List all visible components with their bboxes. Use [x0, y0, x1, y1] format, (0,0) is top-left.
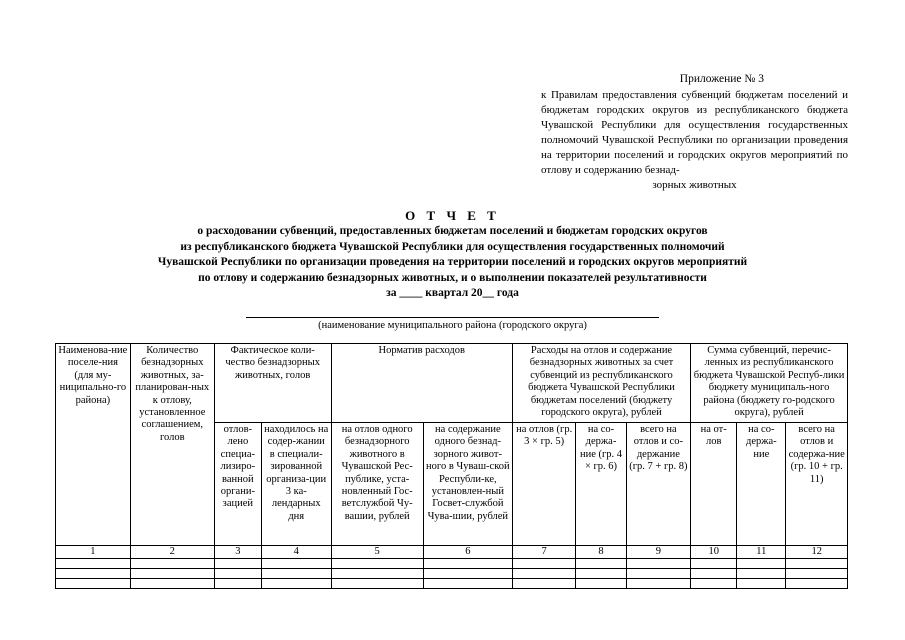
- report-subtitle-line: Чувашской Республики по организации проведения на территории поселений и городских округов мероприятий: [157, 256, 748, 268]
- report-subtitle-line: о расходовании субвенций, предоставленных бюджетам поселений и бюджетам городских округов: [197, 225, 708, 237]
- header-expenses: Расходы на отлов и содержание безнадзорных животных за счет субвенций из республиканского бюджета Чувашской Республики бюджетам поселений (бюджету городского округа), рублей: [512, 344, 690, 423]
- subheader-sub-catch: на от-лов: [691, 423, 737, 546]
- report-subtitle-line: из республиканского бюджета Чувашской Республики для осуществления государственных полномочий: [180, 240, 725, 253]
- subheader-norm-keep: на содержание одного безнад-зорного живот-ного в Чуваш-ской Республи-ке, установлен-ный Госвет-службой Чува-шии, рублей: [423, 423, 512, 546]
- table-row: [56, 569, 848, 579]
- subheader-sub-keep: на со-держа-ние: [737, 423, 786, 546]
- column-number: 9: [626, 546, 691, 559]
- table-cell[interactable]: [423, 579, 512, 589]
- table-cell[interactable]: [130, 579, 214, 589]
- report-table: [55, 343, 848, 589]
- table-cell[interactable]: [786, 569, 848, 579]
- column-number-row: [56, 546, 848, 559]
- table-cell[interactable]: [626, 579, 691, 589]
- table-cell[interactable]: [626, 559, 691, 569]
- table-cell[interactable]: [691, 559, 737, 569]
- header-subvention-sum: Сумма субвенций, перечис-ленных из республиканского бюджета Чувашской Респуб-лики бюджету муниципаль-ного района (бюджету го-родского округа), рублей: [691, 344, 848, 423]
- subheader-exp-total: всего на отлов и со-держание (гр. 7 + гр. 8): [626, 423, 691, 546]
- report-heading: [40, 207, 865, 302]
- table-cell[interactable]: [261, 569, 331, 579]
- subheader-exp-catch: на отлов (гр. 3 × гр. 5): [512, 423, 576, 546]
- table-cell[interactable]: [691, 579, 737, 589]
- table-cell[interactable]: [576, 569, 626, 579]
- subheader-sub-total: всего на отлов и содержа-ние (гр. 10 + гр. 11): [786, 423, 848, 546]
- appendix-note: [541, 72, 848, 193]
- header-actual-count: Фактическое коли-чество безнадзорных животных, голов: [214, 344, 331, 423]
- district-caption: (наименование муниципального района (городского округа): [318, 320, 587, 331]
- district-blank-line: [246, 317, 659, 318]
- table-cell[interactable]: [737, 579, 786, 589]
- column-number: 3: [214, 546, 261, 559]
- appendix-body: к Правилам предоставления субвенций бюджетам поселений и бюджетам городских округов из республиканского бюджета Чувашской Республики для осуществления государственных полномочий Чувашской Республики по организации проведения на территории поселений и городских округов мероприятий по отлову и содержанию безнад-: [541, 89, 848, 176]
- table-cell[interactable]: [737, 569, 786, 579]
- column-number: 5: [331, 546, 423, 559]
- column-number: 11: [737, 546, 786, 559]
- table-cell[interactable]: [576, 579, 626, 589]
- table-cell[interactable]: [512, 579, 576, 589]
- subheader-exp-keep: на со-держа-ние (гр. 4 × гр. 6): [576, 423, 626, 546]
- table-row: [56, 579, 848, 589]
- table-cell[interactable]: [512, 559, 576, 569]
- table-cell[interactable]: [214, 559, 261, 569]
- table-cell[interactable]: [576, 559, 626, 569]
- column-number: 1: [56, 546, 131, 559]
- subheader-caught: отлов-лено специа-лизиро-ванной органи-зацией: [214, 423, 261, 546]
- appendix-tail: зорных животных: [652, 179, 737, 191]
- table-cell[interactable]: [691, 569, 737, 579]
- table-cell[interactable]: [214, 579, 261, 589]
- column-number: 10: [691, 546, 737, 559]
- table-cell[interactable]: [331, 579, 423, 589]
- table-cell[interactable]: [56, 579, 131, 589]
- table-cell[interactable]: [214, 569, 261, 579]
- column-number: 6: [423, 546, 512, 559]
- table-cell[interactable]: [786, 559, 848, 569]
- table-cell[interactable]: [261, 559, 331, 569]
- table-row: [56, 559, 848, 569]
- column-number: 7: [512, 546, 576, 559]
- report-subtitle-line: по отлову и содержанию безнадзорных животных, и о выполнении показателей результативности: [198, 271, 707, 284]
- table-cell[interactable]: [626, 569, 691, 579]
- table-cell[interactable]: [423, 569, 512, 579]
- table-cell[interactable]: [331, 569, 423, 579]
- column-number: 8: [576, 546, 626, 559]
- table-cell[interactable]: [331, 559, 423, 569]
- table-cell[interactable]: [130, 569, 214, 579]
- table-cell[interactable]: [512, 569, 576, 579]
- table-cell[interactable]: [261, 579, 331, 589]
- subheader-norm-catch: на отлов одного безнадзорного животного в Чувашской Рес-публике, уста-новленный Гос-ветслужбой Чу-вашии, рублей: [331, 423, 423, 546]
- table-cell[interactable]: [737, 559, 786, 569]
- appendix-title: Приложение № 3: [679, 73, 764, 85]
- header-settlement-name: Наименова-ние поселе-ния (для му-ниципально-го района): [56, 344, 131, 546]
- table-cell[interactable]: [130, 559, 214, 569]
- column-number: 12: [786, 546, 848, 559]
- table-cell[interactable]: [423, 559, 512, 569]
- report-title: О Т Ч Е Т: [405, 208, 500, 223]
- table-cell[interactable]: [786, 579, 848, 589]
- header-planned-count: Количество безнадзорных животных, за-планирован-ных к отлову, установленное соглашением, голов: [130, 344, 214, 546]
- table-cell[interactable]: [56, 569, 131, 579]
- table-cell[interactable]: [56, 559, 131, 569]
- header-expense-norm: Норматив расходов: [331, 344, 512, 423]
- report-period-line: за ____ квартал 20__ года: [386, 287, 519, 299]
- subheader-kept: находилось на содер-жании в специали-зированной организа-ции 3 ка-лендарных дня: [261, 423, 331, 546]
- column-number: 4: [261, 546, 331, 559]
- column-number: 2: [130, 546, 214, 559]
